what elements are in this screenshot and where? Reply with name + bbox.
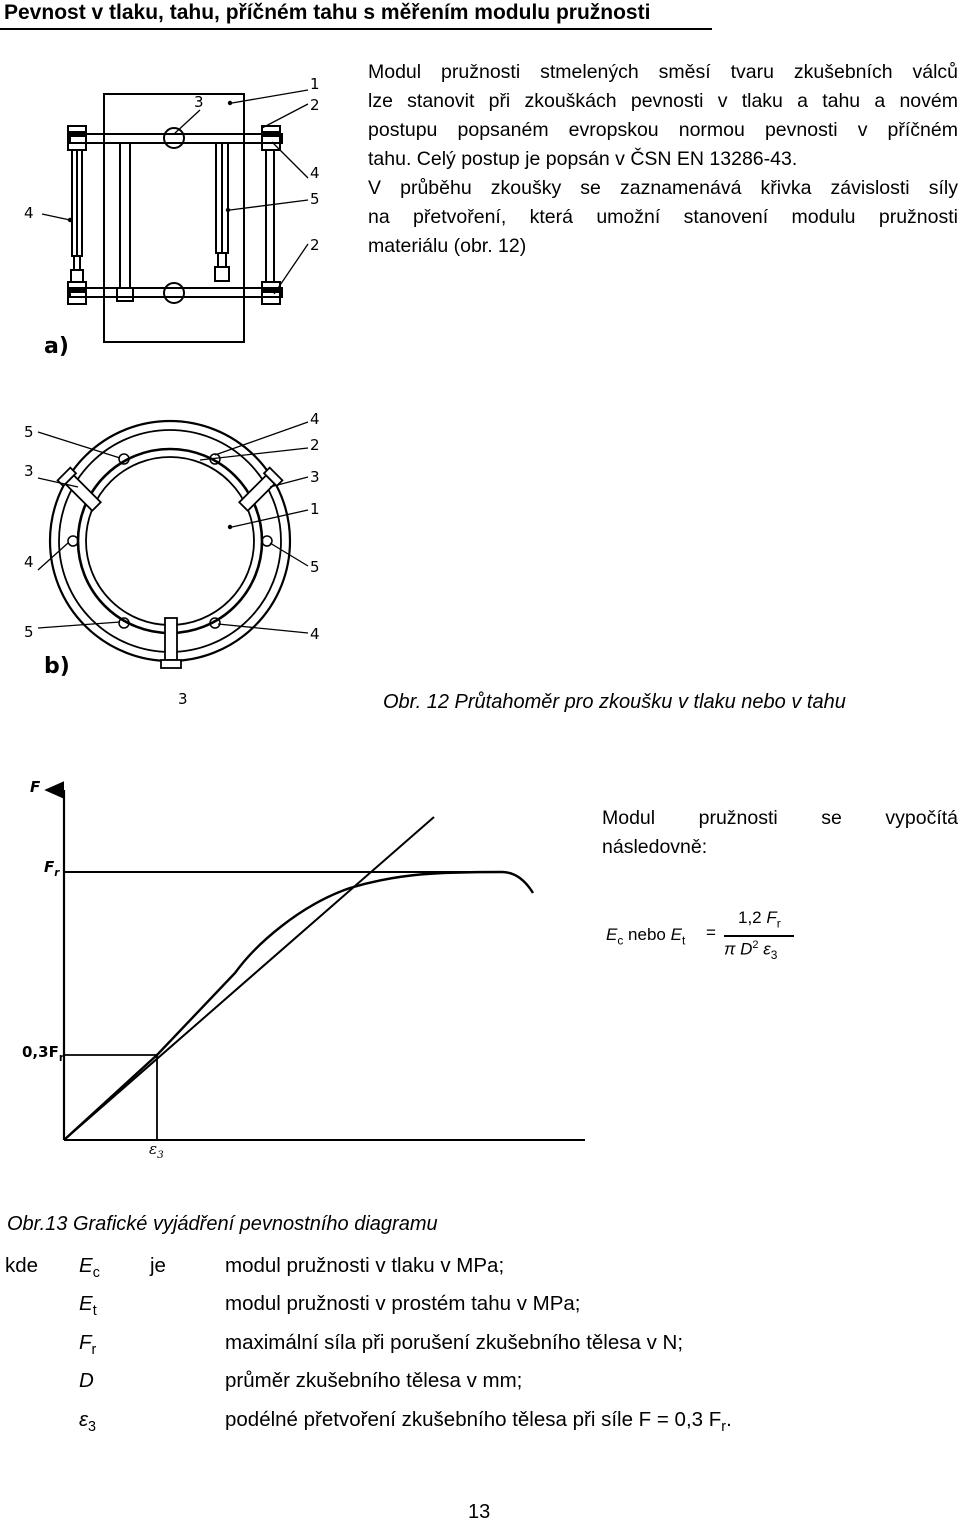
- intro-line: lze stanovit při zkouškách pevnosti v tlaku a tahu a novém: [368, 90, 958, 112]
- label-4: 4: [310, 410, 320, 428]
- formula-denominator: π $D^2$ $\varepsilon_3$: [724, 939, 778, 963]
- page-title: Pevnost v tlaku, tahu, příčném tahu s měřením modulu pružnosti: [4, 1, 651, 24]
- label-5: 5: [24, 623, 34, 641]
- label-4: 4: [24, 204, 34, 222]
- legend-text: průměr zkušebního tělesa v mm;: [225, 1369, 523, 1392]
- label-2: 2: [310, 236, 320, 254]
- modulus-intro: [602, 804, 958, 862]
- formula-lhs: $E_c$ nebo $E_t$: [606, 925, 686, 948]
- intro-line: postupu popsaném evropskou normou pevnosti v příčném: [368, 119, 958, 141]
- label-4: 4: [24, 553, 34, 571]
- label-1: 1: [310, 75, 320, 93]
- label-5: 5: [24, 423, 34, 441]
- eps3-label: $\varepsilon_3$: [149, 1140, 164, 1161]
- intro-line: na přetvoření, která umožní stanovení modulu pružnosti: [368, 206, 958, 228]
- figure-part-b-label: b): [44, 654, 70, 679]
- intro-line: V průběhu zkoušky se zaznamenává křivka závislosti síly: [368, 177, 958, 199]
- formula-numerator: 1,2 $F_r$: [738, 908, 781, 931]
- legend-symbol: $E_c$: [79, 1254, 100, 1282]
- legend-symbol: D: [79, 1369, 94, 1392]
- point-03fr-label: $0,3F_r$: [22, 1043, 65, 1064]
- label-1: 1: [310, 500, 320, 518]
- legend-je: je: [150, 1254, 166, 1277]
- legend-symbol: $\varepsilon_3$: [79, 1408, 96, 1436]
- legend-text: podélné přetvoření zkušebního tělesa při síle F = 0,3 $F_r$.: [225, 1408, 732, 1436]
- label-3: 3: [194, 93, 204, 111]
- intro-line: Modul pružnosti stmelených směsí tvaru zkušebních válců: [368, 61, 958, 83]
- label-4: 4: [310, 164, 320, 182]
- intro-line: materiálu (obr. 12): [368, 235, 527, 257]
- formula-equals: =: [706, 923, 716, 942]
- legend-symbol: $F_r$: [79, 1331, 97, 1359]
- label-3: 3: [24, 462, 34, 480]
- fr-label: $F_r$: [44, 858, 60, 879]
- modulus-intro-line: následovně:: [602, 836, 708, 858]
- label-2: 2: [310, 436, 320, 454]
- figure-12-caption: Obr. 12 Průtahoměr pro zkoušku v tlaku nebo v tahu: [383, 691, 846, 713]
- legend-text: modul pružnosti v tlaku v MPa;: [225, 1254, 505, 1277]
- figure-13-caption: Obr.13 Grafické vyjádření pevnostního diagramu: [7, 1213, 438, 1235]
- formula-fraction-bar: [724, 935, 794, 937]
- modulus-formula: [606, 903, 806, 973]
- legend-text: modul pružnosti v prostém tahu v MPa;: [225, 1292, 581, 1315]
- label-5: 5: [310, 558, 320, 576]
- label-4: 4: [310, 625, 320, 643]
- figure-part-a-label: a): [44, 334, 69, 359]
- modulus-intro-line: Modul pružnosti se vypočítá: [602, 807, 958, 829]
- label-5: 5: [310, 190, 320, 208]
- label-3: 3: [310, 468, 320, 486]
- legend-symbol: $E_t$: [79, 1292, 97, 1320]
- intro-line: tahu. Celý postup je popsán v ČSN EN 13286-43.: [368, 148, 798, 170]
- page-number: 13: [468, 1501, 491, 1523]
- legend-kde: kde: [5, 1254, 39, 1277]
- legend-text: maximální síla při porušení zkušebního tělesa v N;: [225, 1331, 684, 1354]
- label-3: 3: [178, 690, 188, 708]
- axis-label-f: F: [30, 778, 41, 796]
- label-2: 2: [310, 96, 320, 114]
